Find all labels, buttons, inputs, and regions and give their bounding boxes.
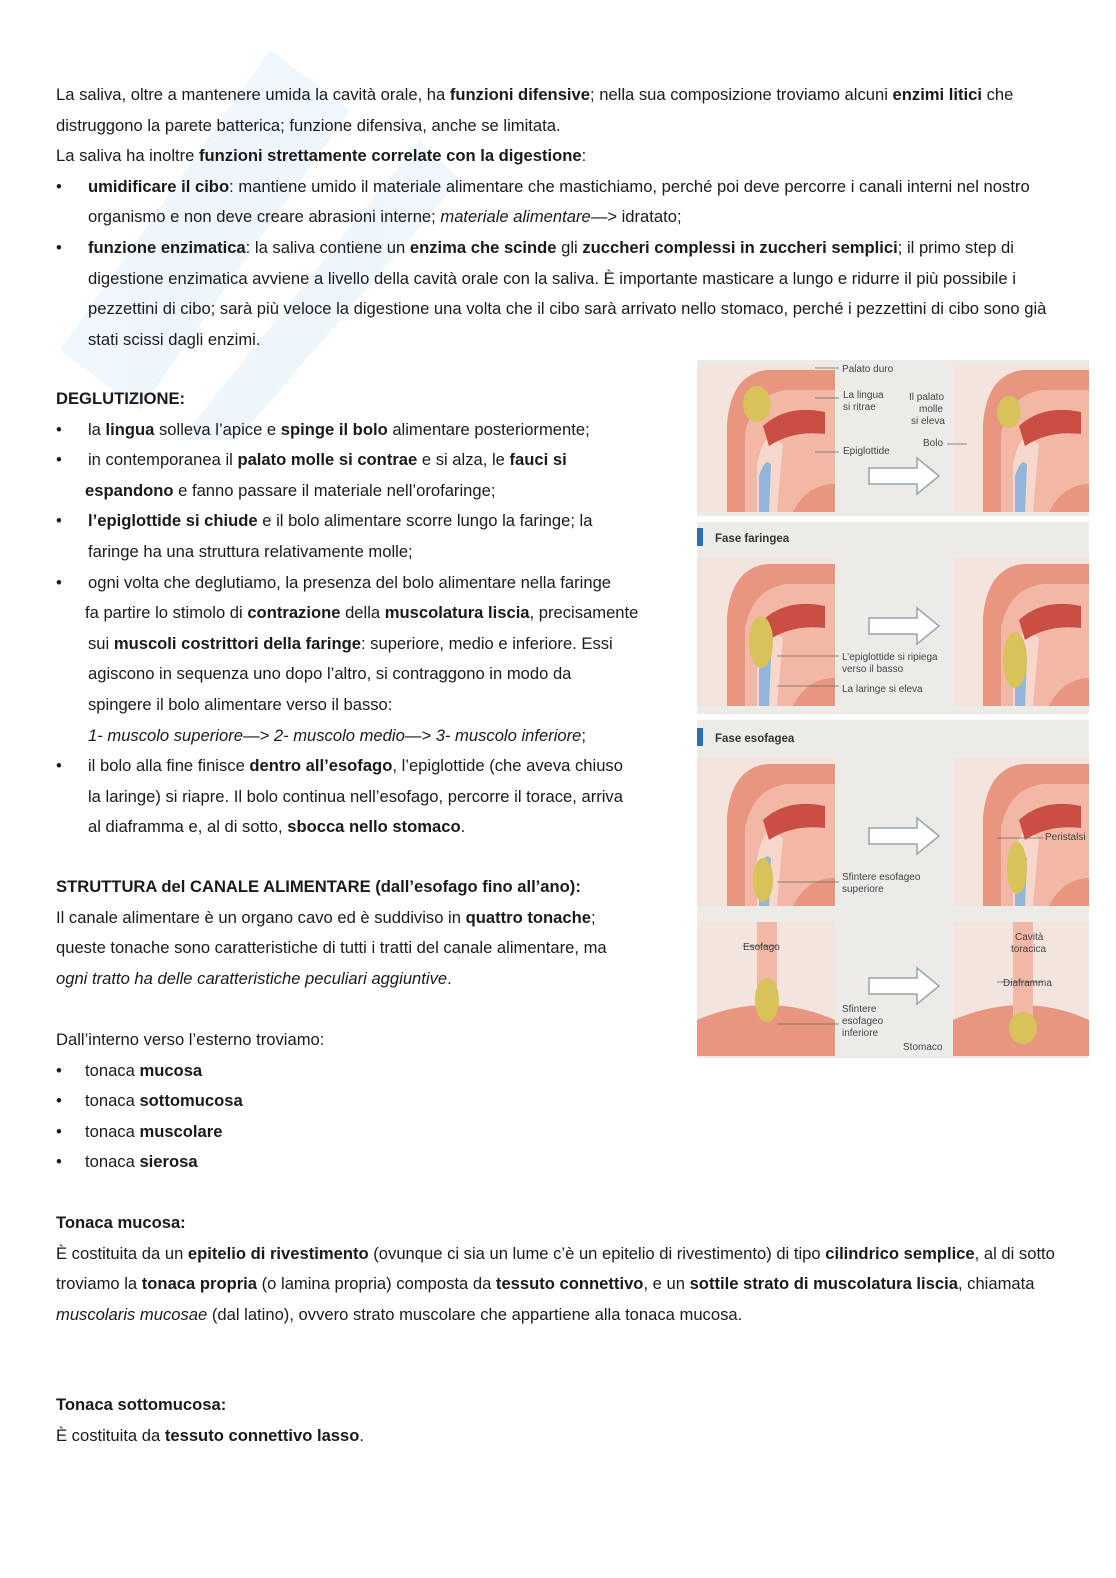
mucosa-section (56, 1208, 1056, 1330)
label-sfintere-superiore-2: superiore (842, 884, 884, 895)
list-item: • tonaca mucosa (56, 1060, 203, 1080)
label-palato: Il palato (909, 392, 945, 403)
label-palato-3: si eleva (911, 416, 945, 427)
label-lingua-2: si ritrae (843, 402, 876, 413)
label-laringe: La laringe si eleva (842, 684, 923, 695)
intro-paragraph-1: La saliva, oltre a mantenere umida la cavità orale, ha funzioni difensive; nella sua composizione troviamo alcuni enzimi litici che distruggono la parete batterica; funzione difensiva, anche se limitata. (56, 85, 1014, 135)
list-item: • il bolo alla fine finisce dentro all’esofago, l’epiglottide (che aveva chiuso la laringe) si riapre. Il bolo continua nell’esofago, percorre il torace, arriva al diaframma e, al di sotto, sbocca nello stomaco. (56, 756, 623, 837)
bolus-shape (743, 386, 771, 422)
label-cavita-2: toracica (1011, 944, 1047, 955)
label-lingua: La lingua (843, 390, 884, 401)
struttura-section (56, 872, 696, 1178)
text-line: queste tonache sono caratteristiche di tutti i tratti del canale alimentare, ma (56, 938, 607, 958)
oral-phase-panel (697, 360, 1089, 516)
list-item: • ogni volta che deglutiamo, la presenza del bolo alimentare nella faringe fa partire lo stimolo di contrazione della muscolatura liscia, precisamente sui muscoli costrittori della faringe: superiore, medio e inferiore. Essi agiscono in sequenza uno dopo l’altro, si contraggono in modo da spingere il bolo alimentare verso il basso: 1- muscolo superiore—> 2- muscolo medio—> 3- muscolo inferiore; (56, 572, 639, 745)
text-line: ogni tratto ha delle caratteristiche peculiari aggiuntive. (56, 968, 452, 988)
tonache-list (56, 1056, 696, 1178)
intro-section (56, 80, 1056, 355)
swallowing-phases-figure (697, 360, 1089, 1058)
label-epiglottide-ripiega: L’epiglottide si ripiega (842, 652, 938, 663)
label-esofago: Esofago (743, 942, 780, 953)
mucosa-paragraph: È costituita da un epitelio di rivestimento (ovunque ci sia un lume c’è un epitelio di rivestimento) di tipo cilindrico semplice, al di sotto troviamo la tonaca propria (o lamina propria) composta da tessuto connettivo, e un sottile strato di muscolatura liscia, chiamata muscolaris mucosae (dal latino), ovvero strato muscolare che appartiene alla tonaca mucosa. (56, 1243, 1055, 1324)
list-item: • la lingua solleva l’apice e spinge il bolo alimentare posteriormente; (56, 419, 590, 439)
list-item: • funzione enzimatica: la saliva contiene un enzima che scinde gli zuccheri complessi in zuccheri semplici; il primo step di digestione enzimatica avviene a livello della cavità orale con la saliva. È importante masticare a lungo e ridurre il più possibile i pezzettini di cibo; sarà più veloce la digestione una volta che il cibo sarà arrivato nello stomaco, perché i pezzettini di cibo sono già stati scissi dagli enzimi. (56, 237, 1047, 349)
list-item: • l’epiglottide si chiude e il bolo alimentare scorre lungo la faringe; la faringe ha una struttura relativamente molle; (56, 511, 593, 561)
esophageal-phase-panel (697, 720, 1089, 1058)
label-sfintere-superiore: Sfintere esofageo (842, 872, 921, 883)
label-sfintere-inferiore-2: esofageo (842, 1016, 884, 1027)
pharyngeal-phase-panel (697, 522, 1089, 714)
label-bolo: Bolo (923, 438, 944, 449)
saliva-functions-list (56, 172, 1056, 356)
list-item: • in contemporanea il palato molle si contrae e si alza, le fauci si espandono e fanno passare il materiale nell’orofaringe; (56, 450, 567, 500)
label-stomaco: Stomaco (903, 1042, 943, 1053)
text-line: Il canale alimentare è un organo cavo ed è suddiviso in quattro tonache; (56, 907, 596, 927)
label-cavita: Cavità (1015, 932, 1044, 943)
fase-faringea-title: Fase faringea (715, 533, 790, 545)
sottomucosa-paragraph: È costituita da tessuto connettivo lasso. (56, 1425, 365, 1445)
label-epiglottide-ripiega-2: verso il basso (842, 664, 904, 675)
deglutizione-section (56, 384, 696, 843)
label-sfintere-inferiore: Sfintere (842, 1004, 877, 1015)
fase-esofagea-title: Fase esofagea (715, 733, 795, 745)
sottomucosa-section (56, 1390, 1056, 1451)
list-item: • tonaca muscolare (56, 1121, 223, 1141)
intro-paragraph-2: La saliva ha inoltre funzioni strettamente correlate con la digestione: (56, 146, 587, 166)
label-peristalsi: Peristalsi (1045, 832, 1086, 843)
list-item: • umidificare il cibo: mantiene umido il materiale alimentare che mastichiamo, perché poi deve percorre i canali interni nel nostro organismo e non deve creare abrasioni interne; materiale alimentare—> idratato; (56, 176, 1030, 227)
section-heading: DEGLUTIZIONE: (56, 389, 186, 408)
section-heading: Tonaca mucosa: (56, 1213, 186, 1232)
label-sfintere-inferiore-3: inferiore (842, 1028, 879, 1039)
label-diaframma: Diaframma (1003, 978, 1052, 989)
deglutizione-list (56, 415, 696, 843)
label-palato-2: molle (919, 404, 943, 415)
list-item: • tonaca sierosa (56, 1152, 198, 1172)
label-epiglottide: Epiglottide (843, 446, 890, 457)
section-heading: Tonaca sottomucosa: (56, 1395, 227, 1414)
list-item: • tonaca sottomucosa (56, 1091, 243, 1111)
section-heading: STRUTTURA del CANALE ALIMENTARE (dall’esofago fino all’ano): (56, 877, 581, 896)
label-palato-duro: Palato duro (842, 364, 894, 375)
text-line: Dall’interno verso l’esterno troviamo: (56, 1029, 325, 1049)
